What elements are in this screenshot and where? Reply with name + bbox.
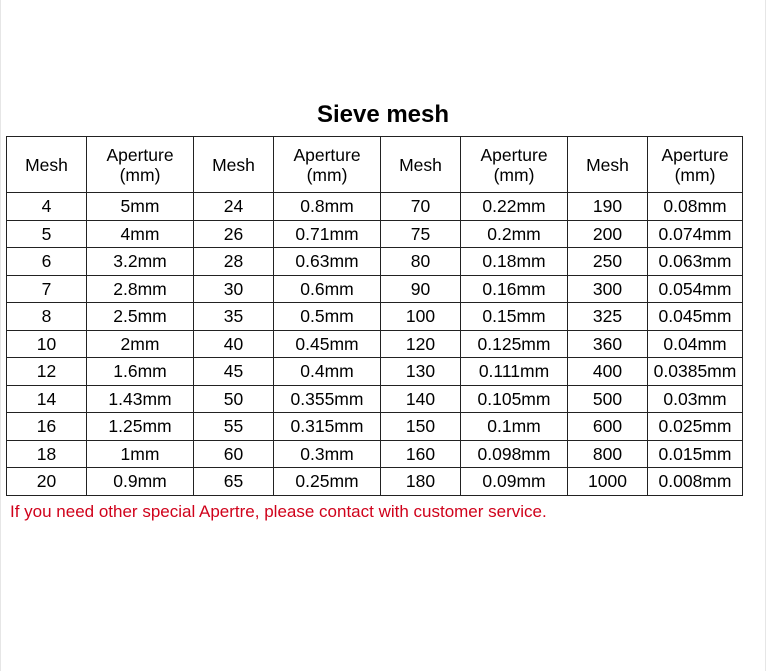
aperture-cell: 0.16mm (461, 275, 568, 303)
sieve-mesh-table (6, 136, 743, 496)
header-mesh: Mesh (381, 137, 461, 193)
aperture-cell: 0.125mm (461, 330, 568, 358)
table-row (7, 275, 743, 303)
aperture-cell: 0.9mm (87, 468, 194, 496)
aperture-cell: 0.4mm (274, 358, 381, 386)
mesh-cell: 65 (194, 468, 274, 496)
contact-note: If you need other special Apertre, please contact with customer service. (10, 502, 547, 521)
mesh-cell: 300 (568, 275, 648, 303)
mesh-cell: 200 (568, 220, 648, 248)
mesh-cell: 190 (568, 193, 648, 221)
aperture-cell: 0.054mm (648, 275, 743, 303)
mesh-cell: 140 (381, 385, 461, 413)
aperture-cell: 0.111mm (461, 358, 568, 386)
header-aperture-unit: (mm) (119, 164, 161, 185)
mesh-cell: 100 (381, 303, 461, 331)
aperture-cell: 2mm (87, 330, 194, 358)
aperture-cell: 0.18mm (461, 248, 568, 276)
header-mesh: Mesh (7, 137, 87, 193)
table-row (7, 358, 743, 386)
mesh-cell: 325 (568, 303, 648, 331)
header-aperture-unit: (mm) (674, 164, 716, 185)
aperture-cell: 2.8mm (87, 275, 194, 303)
mesh-cell: 40 (194, 330, 274, 358)
table-row (7, 193, 743, 221)
table-row (7, 220, 743, 248)
mesh-cell: 45 (194, 358, 274, 386)
aperture-cell: 0.008mm (648, 468, 743, 496)
aperture-cell: 4mm (87, 220, 194, 248)
aperture-cell: 0.063mm (648, 248, 743, 276)
aperture-cell: 0.63mm (274, 248, 381, 276)
header-aperture-label: Aperture (293, 144, 361, 165)
mesh-cell: 800 (568, 440, 648, 468)
mesh-cell: 30 (194, 275, 274, 303)
aperture-cell: 5mm (87, 193, 194, 221)
aperture-cell: 0.3mm (274, 440, 381, 468)
header-aperture-label: Aperture (480, 144, 548, 165)
table-header-row (7, 137, 743, 193)
mesh-cell: 24 (194, 193, 274, 221)
table-row (7, 330, 743, 358)
mesh-cell: 4 (7, 193, 87, 221)
mesh-cell: 14 (7, 385, 87, 413)
header-aperture-label: Aperture (661, 144, 729, 165)
aperture-cell: 0.22mm (461, 193, 568, 221)
mesh-cell: 35 (194, 303, 274, 331)
mesh-cell: 70 (381, 193, 461, 221)
aperture-cell: 0.074mm (648, 220, 743, 248)
header-aperture-unit: (mm) (493, 164, 535, 185)
aperture-cell: 0.098mm (461, 440, 568, 468)
mesh-cell: 28 (194, 248, 274, 276)
mesh-cell: 250 (568, 248, 648, 276)
mesh-cell: 120 (381, 330, 461, 358)
aperture-cell: 0.5mm (274, 303, 381, 331)
aperture-cell: 0.0385mm (648, 358, 743, 386)
header-mesh: Mesh (568, 137, 648, 193)
mesh-cell: 16 (7, 413, 87, 441)
table-row (7, 385, 743, 413)
aperture-cell: 0.025mm (648, 413, 743, 441)
aperture-cell: 3.2mm (87, 248, 194, 276)
mesh-cell: 600 (568, 413, 648, 441)
aperture-cell: 0.04mm (648, 330, 743, 358)
aperture-cell: 0.105mm (461, 385, 568, 413)
mesh-cell: 180 (381, 468, 461, 496)
aperture-cell: 1.43mm (87, 385, 194, 413)
mesh-cell: 20 (7, 468, 87, 496)
aperture-cell: 0.355mm (274, 385, 381, 413)
mesh-cell: 400 (568, 358, 648, 386)
mesh-cell: 130 (381, 358, 461, 386)
mesh-cell: 6 (7, 248, 87, 276)
mesh-cell: 50 (194, 385, 274, 413)
aperture-cell: 0.2mm (461, 220, 568, 248)
mesh-cell: 90 (381, 275, 461, 303)
page-title: Sieve mesh (316, 101, 450, 128)
mesh-cell: 75 (381, 220, 461, 248)
table-row (7, 303, 743, 331)
header-aperture-label: Aperture (106, 144, 174, 165)
aperture-cell: 0.45mm (274, 330, 381, 358)
mesh-cell: 8 (7, 303, 87, 331)
mesh-cell: 10 (7, 330, 87, 358)
aperture-cell: 0.08mm (648, 193, 743, 221)
aperture-cell: 0.045mm (648, 303, 743, 331)
mesh-cell: 26 (194, 220, 274, 248)
aperture-cell: 0.25mm (274, 468, 381, 496)
header-aperture (461, 137, 568, 193)
table-row (7, 440, 743, 468)
header-mesh: Mesh (194, 137, 274, 193)
aperture-cell: 0.15mm (461, 303, 568, 331)
table-row (7, 248, 743, 276)
mesh-cell: 12 (7, 358, 87, 386)
aperture-cell: 1mm (87, 440, 194, 468)
aperture-cell: 0.03mm (648, 385, 743, 413)
mesh-cell: 360 (568, 330, 648, 358)
aperture-cell: 0.09mm (461, 468, 568, 496)
aperture-cell: 1.6mm (87, 358, 194, 386)
aperture-cell: 0.6mm (274, 275, 381, 303)
mesh-cell: 500 (568, 385, 648, 413)
table-row (7, 468, 743, 496)
header-aperture (648, 137, 743, 193)
aperture-cell: 0.315mm (274, 413, 381, 441)
mesh-cell: 80 (381, 248, 461, 276)
table-body (7, 193, 743, 496)
mesh-cell: 5 (7, 220, 87, 248)
aperture-cell: 0.1mm (461, 413, 568, 441)
mesh-cell: 7 (7, 275, 87, 303)
aperture-cell: 2.5mm (87, 303, 194, 331)
aperture-cell: 0.71mm (274, 220, 381, 248)
mesh-cell: 1000 (568, 468, 648, 496)
header-aperture-unit: (mm) (306, 164, 348, 185)
aperture-cell: 0.015mm (648, 440, 743, 468)
aperture-cell: 1.25mm (87, 413, 194, 441)
table-row (7, 413, 743, 441)
mesh-cell: 55 (194, 413, 274, 441)
header-aperture (87, 137, 194, 193)
mesh-cell: 150 (381, 413, 461, 441)
mesh-cell: 18 (7, 440, 87, 468)
mesh-cell: 60 (194, 440, 274, 468)
mesh-cell: 160 (381, 440, 461, 468)
aperture-cell: 0.8mm (274, 193, 381, 221)
header-aperture (274, 137, 381, 193)
